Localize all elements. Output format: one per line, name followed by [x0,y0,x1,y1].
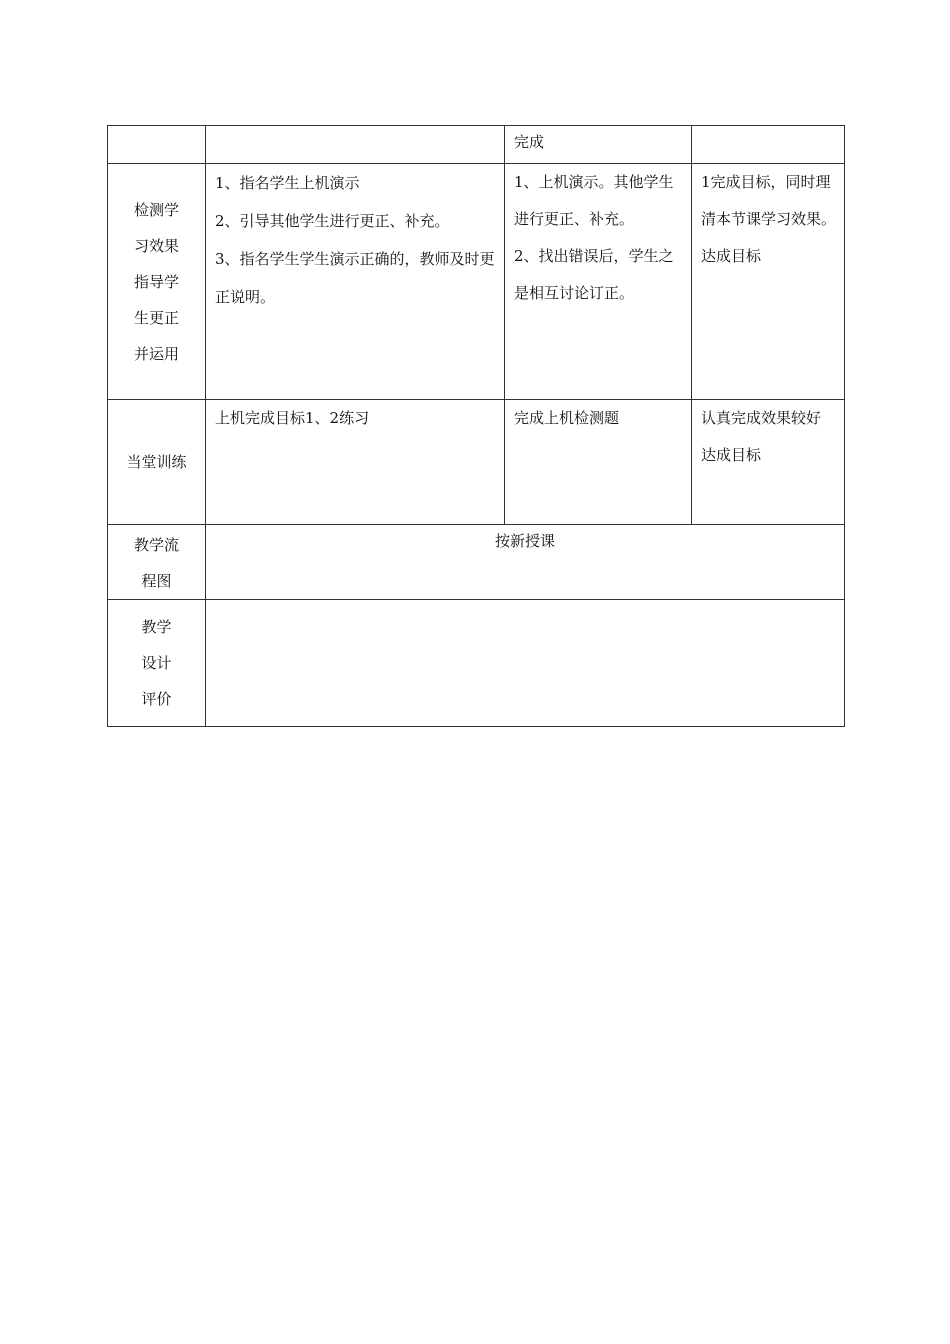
cell-text: 2、找出错误后，学生之是相互讨论订正。 [514,247,674,302]
row-label-practice: 当堂训练 [108,400,206,525]
flowchart-cell: 按新授课 [206,525,845,600]
teacher-activity-cell [206,164,505,400]
table-cell [692,126,845,164]
cell-text: 完成 [514,133,545,151]
label-line: 检测学 [133,200,179,219]
cell-text: 2、引导其他学生进行更正、补充。 [215,212,450,230]
label-line: 教学 [141,618,172,636]
student-activity-cell [505,164,692,400]
cell-text: 1完成目标，同时理清本节课学习效果。 [701,173,837,228]
label-line: 并运用 [133,344,179,363]
cell-text: 1、指名学生上机演示 [215,174,360,192]
cell-text: 认真完成效果较好 [701,409,822,427]
goal-cell [692,400,845,525]
cell-text: 3、指名学生学生演示正确的，教师及时更正说明。 [215,250,495,306]
label-line: 教学流 [133,536,179,554]
cell-text: 达成目标 [701,446,762,464]
table-cell [108,126,206,164]
label-line: 指导学 [133,272,179,291]
table-row [108,164,845,400]
cell-text: 达成目标 [701,247,762,265]
row-label-flowchart [108,525,206,600]
table-row [108,600,845,727]
label-line: 设计 [141,654,172,672]
label-line: 生更正 [133,308,179,327]
student-activity-cell [505,400,692,525]
table-row [108,400,845,525]
label-line: 评价 [141,690,172,708]
table-row [108,126,845,164]
row-label-detection [108,164,206,400]
cell-text: 完成上机检测题 [514,409,620,427]
goal-cell [692,164,845,400]
teacher-activity-cell [206,400,505,525]
table-row [108,525,845,600]
cell-text: 上机完成目标1、2练习 [215,409,370,427]
table-cell [505,126,692,164]
lesson-plan-table [107,125,845,727]
label-line: 习效果 [133,236,179,255]
label-line: 程图 [141,572,172,590]
table-cell [206,126,505,164]
cell-text: 1、上机演示。其他学生进行更正、补充。 [514,173,674,228]
row-label-evaluation [108,600,206,727]
evaluation-cell [206,600,845,727]
